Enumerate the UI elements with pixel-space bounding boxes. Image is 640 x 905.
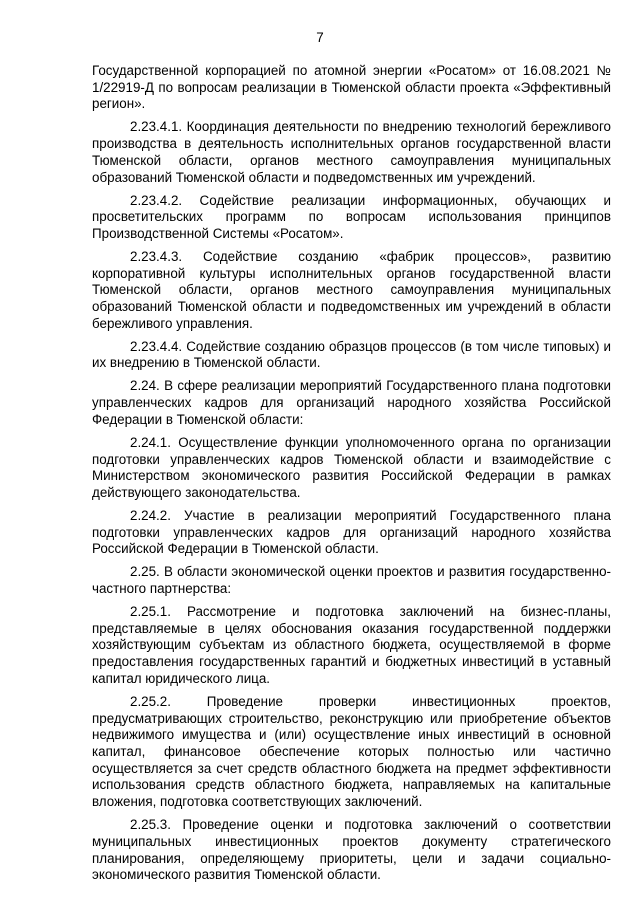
paragraph-2-23-4-4: 2.23.4.4. Содействие созданию образцов процессов (в том числе типовых) и их внедрению в Тюменской области. [92, 338, 611, 371]
paragraph-2-25-1: 2.25.1. Рассмотрение и подготовка заключений на бизнес-планы, представляемые в целях обоснования оказания государственной поддержки хозяйствующим субъектам из областного бюджета, осуществляемой в форме предоставления государственных гарантий и бюджетных инвестиций в уставный капитал юридического лица. [92, 604, 611, 686]
paragraph-2-24: 2.24. В сфере реализации мероприятий Государственного плана подготовки управленческих кадров для организаций народного хозяйства Российской Федерации в Тюменской области: [92, 378, 611, 427]
paragraph-continuation: Государственной корпорацией по атомной энергии «Росатом» от 16.08.2021 № 1/22919-Д по вопросам реализации в Тюменской области проекта «Эффективный регион». [92, 63, 611, 112]
document-body [92, 63, 611, 890]
paragraph-2-23-4-2: 2.23.4.2. Содействие реализации информационных, обучающих и просветительских программ по вопросам использования принципов Производственной Системы «Росатом». [92, 192, 611, 241]
page-number: 7 [316, 30, 324, 45]
paragraph-2-25: 2.25. В области экономической оценки проектов и развития государственно-частного партнерства: [92, 564, 611, 597]
paragraph-2-23-4-1: 2.23.4.1. Координация деятельности по внедрению технологий бережливого производства в деятельность исполнительных органов государственной власти Тюменской области, органов местного самоуправления муниципальных образований Тюменской области и подведомственных им учреждений. [92, 119, 611, 185]
paragraph-2-25-3: 2.25.3. Проведение оценки и подготовка заключений о соответствии муниципальных инвестиционных проектов документу стратегического планирования, определяющему приоритеты, цели и задачи социально-экономического развития Тюменской области. [92, 817, 611, 883]
paragraph-2-24-1: 2.24.1. Осуществление функции уполномоченного органа по организации подготовки управленческих кадров Тюменской области и взаимодействие с Министерством экономического развития Российской Федерации в рамках действующего законодательства. [92, 434, 611, 500]
paragraph-2-24-2: 2.24.2. Участие в реализации мероприятий Государственного плана подготовки управленческих кадров для организаций народного хозяйства Российской Федерации в Тюменской области. [92, 507, 611, 557]
paragraph-2-23-4-3: 2.23.4.3. Содействие созданию «фабрик процессов», развитию корпоративной культуры исполнительных органов государственной власти Тюменской области, органов местного самоуправления муниципальных образований Тюменской области и подведомственных им учреждений в области бережливого управления. [92, 248, 611, 331]
paragraph-2-25-2: 2.25.2. Проведение проверки инвестиционных проектов, предусматривающих строительство, реконструкцию или приобретение объектов недвижимого имущества и (или) осуществление иных инвестиций в основной капитал, финансовое обеспечение которых полностью или частично осуществляется за счет средств областного бюджета на предмет эффективности использования средств областного бюджета, направляемых на капитальные вложения, подготовка соответствующих заключений. [92, 693, 611, 810]
